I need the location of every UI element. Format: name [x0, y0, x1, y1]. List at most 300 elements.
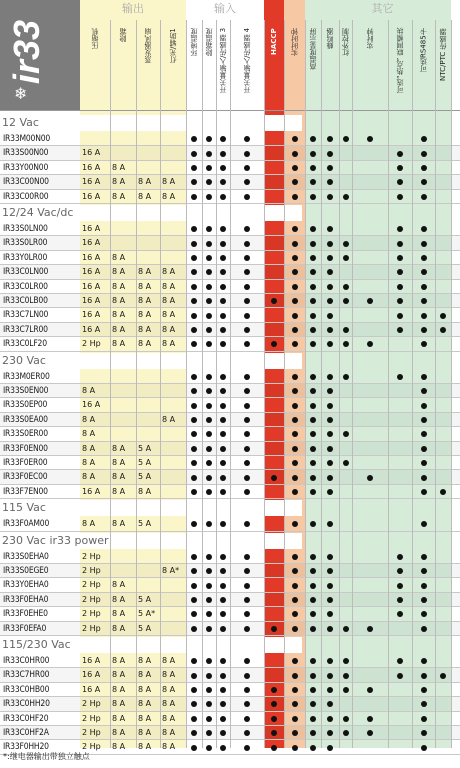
feature-dot: [191, 151, 197, 157]
feature-dot: [327, 673, 333, 679]
feature-dot: [327, 446, 333, 452]
feature-dot: [220, 687, 226, 693]
output-rating: 8 A: [112, 486, 126, 496]
output-rating: 8 A: [112, 252, 126, 262]
feature-dot: [191, 597, 197, 603]
feature-dot: [220, 583, 226, 589]
logo-text: ir33: [6, 20, 47, 85]
output-rating: 16 A: [82, 281, 101, 291]
feature-dot: [292, 241, 298, 247]
feature-dot: [397, 554, 403, 560]
output-rating: 8 A: [112, 713, 126, 723]
output-rating: 2 Hp: [82, 609, 101, 619]
feature-dot: [327, 687, 333, 693]
footnote: *:继电器输出带独立触点: [3, 752, 90, 761]
output-rating: 8 A: [112, 609, 126, 619]
feature-dot: [421, 687, 427, 693]
feature-dot: [310, 716, 316, 722]
feature-dot: [421, 255, 427, 261]
model-code: IR33S0LR00: [3, 238, 48, 249]
feature-dot: [343, 255, 349, 261]
grid-line: [435, 20, 436, 748]
feature-dot: [310, 554, 316, 560]
feature-dot: [220, 151, 226, 157]
output-rating: 5 A: [138, 443, 152, 453]
feature-dot: [206, 151, 212, 157]
section-title: 115/230 Vac: [2, 637, 302, 653]
feature-dot: [191, 446, 197, 452]
feature-dot: [421, 341, 427, 347]
feature-dot: [310, 284, 316, 290]
feature-dot: [327, 597, 333, 603]
feature-dot: [327, 313, 333, 319]
feature-dot: [292, 341, 298, 347]
feature-dot: [271, 475, 277, 481]
feature-dot: [327, 194, 333, 200]
feature-dot: [206, 374, 212, 380]
feature-dot: [421, 568, 427, 574]
feature-dot: [397, 194, 403, 200]
feature-dot: [310, 194, 316, 200]
output-rating: 8 A: [162, 414, 176, 424]
feature-dot: [343, 460, 349, 466]
feature-dot: [206, 241, 212, 247]
feature-dot: [206, 194, 212, 200]
feature-dot: [292, 226, 298, 232]
feature-dot: [292, 597, 298, 603]
feature-dot: [327, 583, 333, 589]
output-rating: 2 Hp: [82, 699, 101, 709]
feature-dot: [220, 597, 226, 603]
feature-dot: [343, 658, 349, 664]
output-rating: 8 A: [112, 656, 126, 665]
feature-dot: [310, 597, 316, 603]
feature-dot: [191, 374, 197, 380]
feature-dot: [292, 446, 298, 452]
output-rating: 8 A: [82, 443, 96, 453]
model-code: IR33F0EHE0: [3, 609, 48, 620]
model-code: IR33C0HH20: [3, 699, 50, 710]
grid-line: [284, 20, 285, 748]
output-rating: 8 A: [138, 324, 152, 334]
feature-dot: [310, 626, 316, 632]
feature-dot: [191, 716, 197, 722]
feature-dot: [292, 568, 298, 574]
feature-dot: [244, 194, 250, 200]
feature-dot: [206, 284, 212, 290]
output-rating: 8 A: [112, 670, 126, 680]
section-title: 230 Vac: [2, 353, 302, 369]
output-rating: 8 A: [112, 699, 126, 709]
feature-dot: [327, 626, 333, 632]
feature-dot: [421, 489, 427, 495]
grid-line: [339, 20, 340, 748]
feature-dot: [343, 673, 349, 679]
feature-dot: [244, 475, 250, 481]
column-header-deftemp: 除霜温度: [205, 28, 213, 56]
snowflake-icon: ❄: [14, 84, 28, 103]
output-rating: 2 Hp: [82, 713, 101, 723]
feature-dot: [244, 151, 250, 157]
feature-dot: [421, 136, 427, 142]
feature-dot: [310, 489, 316, 495]
feature-dot: [367, 716, 373, 722]
output-rating: 5 A*: [138, 609, 156, 619]
column-header-evapfan: 蒸发器风扇: [144, 28, 152, 63]
grid-line: [264, 20, 265, 748]
output-rating: 2 Hp: [82, 742, 101, 752]
feature-dot: [292, 327, 298, 333]
feature-dot: [244, 583, 250, 589]
output-rating: 8 A: [82, 429, 96, 439]
output-rating: 2 Hp: [82, 551, 101, 561]
feature-dot: [421, 611, 427, 617]
feature-dot: [421, 431, 427, 437]
feature-dot: [292, 165, 298, 171]
model-code: IR33S0EHA0: [3, 551, 49, 562]
feature-dot: [206, 583, 212, 589]
column-header-ntc: NTC/PTC 传感器: [439, 28, 447, 81]
feature-dot: [343, 298, 349, 304]
feature-dot: [220, 165, 226, 171]
feature-dot: [244, 255, 250, 261]
output-rating: 16 A: [82, 670, 101, 680]
output-rating: 16 A: [82, 162, 101, 172]
output-rating: 8 A: [138, 177, 152, 187]
feature-dot: [220, 673, 226, 679]
feature-dot: [421, 269, 427, 275]
feature-dot: [292, 687, 298, 693]
feature-dot: [310, 673, 316, 679]
feature-dot: [191, 403, 197, 409]
output-rating: 8 A: [82, 519, 96, 529]
feature-dot: [220, 374, 226, 380]
feature-dot: [220, 403, 226, 409]
output-rating: 5 A: [138, 623, 152, 633]
output-rating: 16 A: [82, 148, 101, 158]
feature-dot: [191, 687, 197, 693]
output-rating: 8 A: [162, 296, 176, 305]
feature-dot: [244, 745, 250, 751]
feature-dot: [421, 226, 427, 232]
feature-dot: [310, 374, 316, 380]
feature-dot: [206, 255, 212, 261]
feature-dot: [310, 583, 316, 589]
feature-dot: [421, 554, 427, 560]
column-header-hidisp: 高温度显示屏: [309, 28, 317, 70]
feature-dot: [244, 284, 250, 290]
model-code: IR33C0HR00: [3, 656, 50, 666]
output-rating: 2 Hp: [82, 339, 101, 349]
output-rating: 8 A: [112, 162, 126, 172]
feature-dot: [421, 313, 427, 319]
output-rating: 8 A: [138, 339, 152, 349]
section-title: 230 Vac ir33 power: [2, 533, 302, 549]
grid-line: [451, 20, 452, 748]
feature-dot: [343, 431, 349, 437]
feature-dot: [343, 327, 349, 333]
feature-dot: [206, 673, 212, 679]
output-rating: 8 A: [112, 443, 126, 453]
feature-dot: [220, 745, 226, 751]
feature-dot: [327, 417, 333, 423]
feature-dot: [421, 460, 427, 466]
output-rating: 8 A: [82, 386, 96, 395]
output-rating: 8 A: [112, 623, 126, 633]
output-rating: 8 A: [138, 296, 152, 305]
output-rating: 8 A: [112, 594, 126, 604]
feature-dot: [292, 374, 298, 380]
feature-dot: [292, 583, 298, 589]
feature-dot: [397, 165, 403, 171]
model-code: IR33Y0EHA0: [3, 580, 49, 591]
feature-dot: [327, 403, 333, 409]
output-rating: 16 A: [82, 238, 101, 248]
feature-dot: [292, 403, 298, 409]
output-rating: 8 A: [138, 699, 152, 709]
feature-dot: [421, 388, 427, 394]
feature-dot: [421, 241, 427, 247]
output-rating: 8 A: [82, 414, 96, 424]
model-code: IR33C00R00: [3, 191, 49, 202]
output-rating: 8 A: [112, 684, 126, 694]
section-title: 12 Vac: [2, 115, 302, 131]
feature-dot: [343, 374, 349, 380]
feature-dot: [271, 626, 277, 632]
feature-dot: [327, 327, 333, 333]
feature-dot: [206, 417, 212, 423]
output-rating: 5 A: [138, 519, 152, 529]
output-rating: 8 A: [138, 310, 152, 320]
feature-dot: [206, 554, 212, 560]
model-code: IR33F0EC00: [3, 472, 48, 483]
feature-dot: [310, 313, 316, 319]
feature-dot: [220, 716, 226, 722]
feature-dot: [244, 716, 250, 722]
output-rating: 8 A*: [162, 566, 180, 575]
column-header-comp: 压缩机: [91, 28, 99, 49]
grid-line: [186, 20, 187, 748]
model-code: IR33S0EGE0: [3, 566, 49, 576]
feature-dot: [244, 241, 250, 247]
feature-dot: [421, 179, 427, 185]
feature-dot: [191, 554, 197, 560]
output-rating: 8 A: [112, 310, 126, 320]
feature-dot: [220, 446, 226, 452]
model-code: IR33F0EN00: [3, 443, 48, 454]
section-title: 115 Vac: [2, 500, 302, 516]
model-code: IR33S0ER00: [3, 429, 48, 440]
feature-dot: [191, 626, 197, 632]
feature-dot: [244, 403, 250, 409]
feature-dot: [292, 745, 298, 751]
feature-dot: [220, 284, 226, 290]
output-rating: 16 A: [82, 191, 101, 201]
model-code: IR33C00N00: [3, 177, 49, 188]
output-rating: 16 A: [82, 177, 101, 187]
feature-dot: [292, 136, 298, 142]
model-code: IR33C0LB00: [3, 296, 48, 306]
output-rating: 2 Hp: [82, 594, 101, 604]
feature-dot: [191, 489, 197, 495]
feature-dot: [292, 179, 298, 185]
feature-dot: [244, 597, 250, 603]
feature-dot: [327, 475, 333, 481]
output-rating: 8 A: [162, 684, 176, 694]
feature-dot: [421, 417, 427, 423]
feature-dot: [327, 284, 333, 290]
output-rating: 8 A: [162, 699, 176, 709]
feature-dot: [191, 417, 197, 423]
feature-dot: [206, 313, 212, 319]
column-header-in3: 开关量输入/传感器 3: [219, 28, 227, 94]
feature-dot: [343, 136, 349, 142]
output-rating: 8 A: [112, 742, 126, 752]
model-code: IR33C0HF20: [3, 713, 49, 724]
column-header-env: 环境温度: [190, 28, 198, 56]
model-code: IR33S0EP00: [3, 400, 48, 411]
feature-dot: [397, 673, 403, 679]
output-rating: 8 A: [162, 670, 176, 680]
feature-dot: [310, 475, 316, 481]
feature-dot: [327, 151, 333, 157]
feature-dot: [220, 255, 226, 261]
feature-dot: [191, 313, 197, 319]
feature-dot: [191, 165, 197, 171]
feature-dot: [292, 673, 298, 679]
output-rating: 16 A: [82, 656, 101, 665]
feature-dot: [397, 374, 403, 380]
feature-dot: [244, 327, 250, 333]
feature-dot: [191, 673, 197, 679]
feature-dot: [220, 241, 226, 247]
feature-dot: [271, 687, 277, 693]
feature-dot: [343, 341, 349, 347]
output-rating: 8 A: [162, 339, 176, 349]
feature-dot: [244, 374, 250, 380]
feature-dot: [343, 626, 349, 632]
feature-dot: [421, 673, 427, 679]
grid-line: [160, 20, 161, 748]
output-rating: 16 A: [82, 684, 101, 694]
feature-dot: [244, 687, 250, 693]
feature-dot: [310, 745, 316, 751]
feature-dot: [206, 403, 212, 409]
model-code: IR33M0ER00: [3, 371, 50, 382]
output-rating: 8 A: [112, 580, 126, 590]
feature-dot: [244, 313, 250, 319]
feature-dot: [310, 165, 316, 171]
grid-line: [230, 20, 231, 748]
feature-dot: [343, 687, 349, 693]
grid-line: [202, 20, 203, 748]
feature-dot: [244, 673, 250, 679]
feature-dot: [440, 489, 446, 495]
output-rating: 5 A: [138, 594, 152, 604]
model-code: IR33C0HF2A: [3, 728, 49, 738]
feature-dot: [292, 554, 298, 560]
output-rating: 8 A: [162, 281, 176, 291]
output-rating: 8 A: [162, 656, 176, 665]
feature-dot: [421, 626, 427, 632]
feature-dot: [292, 255, 298, 261]
output-rating: 8 A: [112, 519, 126, 529]
feature-dot: [421, 716, 427, 722]
feature-dot: [271, 745, 277, 751]
feature-dot: [191, 284, 197, 290]
output-rating: 8 A: [162, 177, 176, 187]
model-code: IR33C7LN00: [3, 310, 49, 321]
output-rating: 16 A: [82, 224, 101, 233]
feature-dot: [220, 327, 226, 333]
feature-dot: [343, 194, 349, 200]
grid-line: [352, 20, 353, 748]
feature-dot: [421, 151, 427, 157]
feature-dot: [421, 403, 427, 409]
feature-dot: [206, 687, 212, 693]
column-header-defrost: 除霜: [119, 28, 127, 42]
model-code: IR33C0LN00: [3, 267, 49, 278]
grid-line: [110, 20, 111, 748]
output-rating: 16 A: [82, 296, 101, 305]
feature-dot: [206, 475, 212, 481]
output-rating: 2 Hp: [82, 580, 101, 590]
feature-dot: [292, 388, 298, 394]
column-header-buzzer: 蜂鸣器: [326, 28, 334, 49]
feature-dot: [292, 701, 298, 707]
output-rating: 8 A: [112, 472, 126, 482]
feature-dot: [191, 241, 197, 247]
model-code: IR33F0EFA0: [3, 623, 47, 634]
output-rating: 2 Hp: [82, 566, 101, 575]
feature-dot: [421, 446, 427, 452]
output-rating: 2 Hp: [82, 728, 101, 737]
feature-dot: [220, 194, 226, 200]
feature-dot: [421, 194, 427, 200]
output-rating: 8 A: [112, 177, 126, 187]
grid-line: [412, 20, 413, 748]
grid-line: [321, 20, 322, 748]
feature-dot: [244, 626, 250, 632]
output-rating: 2 Hp: [82, 623, 101, 633]
group-header-output: 输出: [122, 2, 144, 15]
output-rating: 8 A: [138, 713, 152, 723]
feature-dot: [327, 745, 333, 751]
feature-dot: [397, 313, 403, 319]
feature-dot: [292, 730, 298, 736]
output-rating: 8 A: [138, 267, 152, 277]
feature-dot: [292, 284, 298, 290]
feature-dot: [397, 241, 403, 247]
output-rating: 16 A: [82, 400, 101, 410]
feature-dot: [421, 745, 427, 751]
feature-dot: [244, 417, 250, 423]
output-rating: 8 A: [162, 742, 176, 752]
model-code: IR33C0HB00: [3, 684, 50, 695]
feature-dot: [220, 626, 226, 632]
feature-dot: [440, 673, 446, 679]
model-code: IR33C7LR00: [3, 324, 48, 335]
grid-line: [305, 20, 306, 748]
feature-dot: [292, 626, 298, 632]
grid-line: [388, 20, 389, 748]
feature-dot: [367, 687, 373, 693]
output-rating: 5 A: [138, 472, 152, 482]
feature-dot: [343, 730, 349, 736]
feature-dot: [310, 241, 316, 247]
output-rating: 8 A: [138, 656, 152, 665]
feature-dot: [310, 446, 316, 452]
